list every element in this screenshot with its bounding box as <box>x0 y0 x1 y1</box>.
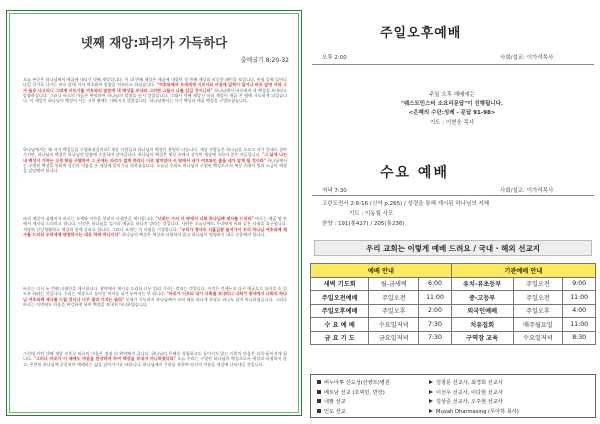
table-cell: 수요일저녁 <box>369 318 419 332</box>
mission-field <box>317 409 346 415</box>
sermon-text: 바로는 다시 두 번째 타협안을 제시합니다. 광야에서 제사를 드리되 너무 멀리 가지는 말라는 것입니다. 이것은 언제든지 다시 애굽으로 돌아올 수 있도록 하려는 것입니다. 우리는 세상으로 돌아갈 여지를 남겨 두어서는 안 됩니다. <box>23 286 287 297</box>
mission-field-label: 네팔 선교 <box>324 399 346 405</box>
table-cell: 주일오후 <box>369 304 419 318</box>
mission-field <box>317 399 346 405</box>
worship-guide-banner: 우리 교회는 이렇게 예배 드려요 / 국내 · 해외 선교지 <box>314 240 592 256</box>
table-cell: 7:30 <box>419 331 452 345</box>
table-cell: 수요일저녁 <box>513 331 563 345</box>
sermon-text: 하나님께서는 구별된 백성을 통하여 당신의 이름을 온 세상에 알리기를 원하셨습니다. 오늘날 우리도 하나님의 구별된 백성으로서 세상 속에서 빛과 소금의 역할을 감당해야 합니다. <box>23 157 287 174</box>
missionary-label: Muvah Dharmasing (무아하 목사) <box>436 408 519 415</box>
scripture-quote: "그러나 바로가 이 때에도 마음을 완강하게 하여 백성을 보내지 아니하였더라" <box>33 356 176 362</box>
table-row <box>311 318 596 332</box>
wednesday-scripture: 고린도전서 2:6-16 (신약 p.265) / 성령을 통해 계시된 하나님의 지혜 <box>322 201 490 207</box>
table-cell: 월-금새벽 <box>369 277 419 291</box>
group-worship-header: 기관예배 안내 <box>451 264 595 278</box>
missions-box <box>310 374 596 418</box>
sermon-text: 하나님의 백성은 세상과 타협하지 않고 하나님이 명령하신 대로 순종해야 합니다. <box>120 231 266 237</box>
sermon-text: 모세가 기도하자 하나님께서 파리 떼를 떠나게 하셨고 하나도 남지 아니하였습니다. 그러나 바로는 이번에도 마음을 완강하게 하여 백성을 보내지 아니하였습니다. <box>23 296 287 307</box>
afternoon-notice-2: "웨스트민스터 소요리문답"이 진행됩니다. <box>401 101 503 107</box>
table-cell: 주일오후예배 <box>311 304 369 318</box>
scripture-quote: "너희는 가서 이 땅에서 너희 하나님께 제사를 드리라" <box>155 216 254 221</box>
table-cell: 금요일저녁 <box>369 331 419 345</box>
scripture-quote: "그 날에 나는 내 백성이 거하는 고센 땅을 구별하여 그 곳에는 파리가 없게 하리니 이로 말미암아 이 땅에서 내가 여호와인 줄을 네가 알게 될 것이라" <box>23 152 287 163</box>
table-cell: 주일오전 <box>369 291 419 305</box>
arrow-bullet-icon <box>429 399 433 403</box>
missionary-label: 김창문 선교사, 최경희 선교사 <box>436 380 503 386</box>
table-cell: 8:30 <box>563 331 596 345</box>
arrow-bullet-icon <box>429 380 433 384</box>
table-cell: 7:30 <box>419 318 452 332</box>
sermon-text: 하나님께서 바로에게 내 백성을 보내라고 말씀하십니다. 그러나 바로의 마음은 완악하여 하나님의 말씀을 듣지 않았습니다. 그래서 넷째 재앙인 파리 재앙이 애굽 온 땅에 가득하게 되었습니다. 이 재앙은 하나님의 백성이 사는 고센 땅에는 내려지지 않았습니다. 하나님께서는 자기 백성과 애굽 백성을 구별하셨습니다. <box>23 87 287 104</box>
wednesday-prayer: 기도 : 이동월 사모 <box>349 211 394 217</box>
sermon-title: 넷째 재앙:파리가 가득하다 <box>80 35 228 50</box>
sermon-text: 오늘 본문은 하나님께서 애굽에 내리신 넷째 재앙입니다. 이 네 번째 재앙은 애굽에 내렸던 첫 번째 재앙과 비슷한 패턴을 보입니다. 아침 일찍 일어나 나일 강가로 나가는 바로 앞에 서서 여호와의 말씀을 전하라고 하셨습니다. <box>23 77 287 88</box>
scripture-quote: "여호와께서 모세에게 이르시되 아침에 일찍이 일어나 바로 앞에 서라 그가 물로 나오리니 그에게 이르기를 여호와의 말씀에 내 백성을 보내라 그러면 그들이 나를 섬길 것이니라" <box>23 82 288 93</box>
table-cell: 매주월요일 <box>513 318 563 332</box>
sermon-reference: 출애굽기 8:20-32 <box>240 57 289 64</box>
table-cell: 유치·유초등부 <box>451 277 513 291</box>
arrow-bullet-icon <box>429 409 433 413</box>
missionary-names <box>429 380 503 386</box>
table-cell: 외국인예배 <box>451 304 513 318</box>
mission-field-label: 베트남 선교 (호찌민, 반장) <box>324 389 385 396</box>
sermon-paragraph <box>23 286 287 307</box>
sermon-paragraph <box>23 216 287 237</box>
sermon-text: 파리 재앙이 심해지자 바로는 모세와 아론을 불러서 타협안을 제시합니다. <box>23 216 156 221</box>
missionary-names <box>429 399 503 405</box>
scripture-quote: "바로가 이르되 내가 너희를 보내리니 너희가 광야에서 너희의 하나님 여호와께 제사를 드릴 것이나 너무 멀리 가지는 말라" <box>23 291 287 302</box>
missionary-names <box>429 409 519 415</box>
table-cell: 주일오전 <box>513 277 563 291</box>
table-cell: 4:00 <box>563 304 596 318</box>
table-cell: 새벽 기도회 <box>311 277 369 291</box>
sermon-text: 바로는 애굽 땅 안에서 제사를 드리라고 합니다. 이것은 하나님을 섬기되 애굽을 떠나지 말라는 것입니다. 사탄은 오늘날에도 우리에게 이와 같은 타협을 요구합니다. 적당히 신앙생활하고 세상과 함께 살라고 합니다. 그러나 모세는 이 타협을 거절합니다. <box>23 216 287 232</box>
divider <box>312 195 594 196</box>
table-cell: 금 요 기 도 <box>311 331 369 345</box>
sermon-paragraph <box>23 147 287 173</box>
sermon-paragraph <box>23 351 287 367</box>
sermon-text: 하나님께서는 왜 자기 백성들을 구별하셨을까요? 세상 사람들과 하나님의 백성은 분명히 다릅니다. 세상 사람들은 하나님을 모르고 자기 뜻대로 살아가지만, 하나님의 백성은 하나님의 말씀에 순종하며 살아갑니다. 하나님의 백성은 세상 속에서 살지만 세상에 속하지 않은 자들입니다. <box>23 147 287 158</box>
sermon-paragraph <box>23 77 287 103</box>
table-cell: 11:00 <box>563 318 596 332</box>
missionary-names <box>429 390 503 396</box>
table-row <box>311 277 596 291</box>
table-cell: 11:00 <box>563 291 596 305</box>
table-cell: 수 요 예 배 <box>311 318 369 332</box>
mission-field <box>317 380 390 386</box>
square-bullet-icon <box>317 380 321 384</box>
table-row <box>311 331 596 345</box>
wednesday-service-title: 수요 예배 <box>380 165 449 181</box>
sermon-panel <box>6 10 302 416</box>
table-header-row <box>311 264 596 278</box>
table-cell: 주일오전예배 <box>311 291 369 305</box>
sermon-text: 오늘 우리는 구별된 하나님의 백성으로서 세상과 타협하지 않고, 온전히 하나님께 순종하며 예배하는 삶을 살아가기를 바랍니다. 하나님께서 우리를 통하여 당신의 이름을 세상에 나타내실 것입니다. <box>23 356 287 367</box>
table-cell: 11:00 <box>419 291 452 305</box>
table-cell: 중·고등부 <box>451 291 513 305</box>
worship-times-table <box>310 263 596 345</box>
afternoon-prayer: 기도 : 이현웅 목사 <box>429 120 475 126</box>
table-cell: 주일오후 <box>513 304 563 318</box>
square-bullet-icon <box>317 399 321 403</box>
table-cell: 9:00 <box>563 277 596 291</box>
square-bullet-icon <box>317 409 321 413</box>
table-cell: 구역장 교육 <box>451 331 513 345</box>
afternoon-service-title: 주일오후예배 <box>380 26 462 41</box>
sermon-text: 그런데 이번 넷째 재앙 이후로 바로의 마음은 점점 더 완악해져 갑니다. 하나님의 은혜를 경험하고도 돌이키지 않는 사람의 마음은 더욱 굳어지게 됩니다. <box>23 351 287 362</box>
wednesday-officiant: 사회/설교: 이가석목사 <box>500 188 554 194</box>
afternoon-time: 오후 2:00 <box>322 55 347 61</box>
missionary-label: 이선우 선교사, 이다현 선교사 <box>436 389 503 396</box>
wednesday-hymn: 찬양 : 191(통427) / 205(통236) <box>322 221 405 227</box>
missionary-label: 김상준 선교사, 오주현 선교사 <box>436 399 503 405</box>
divider <box>312 64 594 65</box>
table-cell: 2:00 <box>419 304 452 318</box>
wednesday-time: 저녁 7:30 <box>322 188 347 194</box>
mission-field-label: 버누아투 산도성(산쌍트)병원 <box>324 380 390 386</box>
arrow-bullet-icon <box>429 390 433 394</box>
afternoon-notice-1: 주일 오후 예배에는 <box>428 92 475 98</box>
square-bullet-icon <box>317 390 321 394</box>
table-cell: 주일오전 <box>513 291 563 305</box>
table-cell: 6:00 <box>419 277 452 291</box>
mission-field-label: 인도 선교 <box>324 408 346 415</box>
table-row <box>311 304 596 318</box>
scripture-quote: "우리가 광야로 사흘길쯤 들어가서 우리 하나님 여호와께 제사를 드리되 우리에게 명령하시는 대로 하려 하나이다" <box>23 226 287 237</box>
mission-field <box>317 390 385 396</box>
worship-guide-header: 예배 안내 <box>311 264 452 278</box>
afternoon-notice-3: <은혜의 수단:성례 - 문답 91-98> <box>408 110 496 116</box>
table-row <box>311 291 596 305</box>
afternoon-officiant: 사회/설교: 이가석목사 <box>500 55 554 61</box>
table-cell: 치유집회 <box>451 318 513 332</box>
